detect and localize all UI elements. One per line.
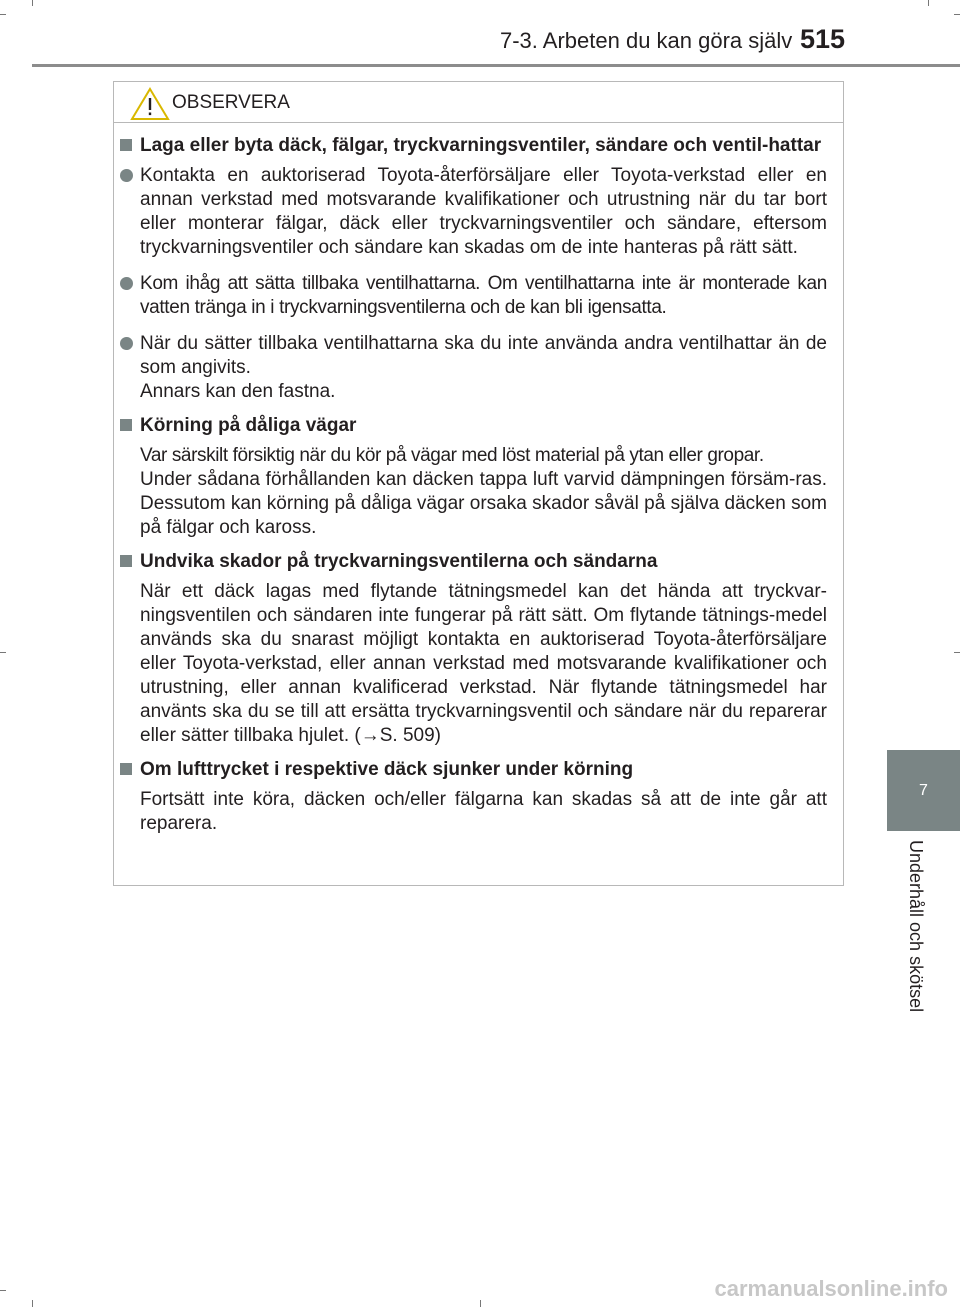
square-bullet-icon <box>120 139 132 151</box>
crop-mark <box>32 0 33 6</box>
crop-mark <box>954 652 960 653</box>
list-item: När du sätter tillbaka ventilhattarna ska du inte använda andra ventilhattar än de som angivits. Annars kan den fastna. <box>114 332 843 404</box>
paragraph: Var särskilt försiktig när du kör på vägar med löst material på ytan eller gropar. Under sådana förhållanden kan däcken tappa luft varvid dämpningen försäm-ras. Dessutom kan körning på dåliga vägar orsaka skador såväl på själva däcken som på fälgar och kaross. <box>140 445 827 538</box>
paragraph: När ett däck lagas med flytande tätningsmedel kan det hända att tryckvar-ningsventilen och sändaren inte fungerar på rätt sätt. Om flytande tätnings-medel används ska du snarast möjligt kontakta en auktoriserad Toyota-återförsäljare eller Toyota-verkstad, eller annan verkstad med motsvarande kvalifikationer och utrustning, eller annan kvalificerad verkstad. När flytande tätningsmedel har använts ska du se till att ersätta tryckvarningsventil och sändare när du reparerar eller sätter tillbaka hjulet. (→S. 509) <box>140 581 827 746</box>
warning-triangle-icon <box>130 87 170 121</box>
page-number: 515 <box>800 24 846 54</box>
header-rule <box>32 64 960 67</box>
crop-mark <box>928 0 929 6</box>
crop-mark <box>32 1300 33 1307</box>
list-item: Kom ihåg att sätta tillbaka ventilhattarna. Om ventilhattarna inte är monterade kan vatten tränga in i tryckvarningsventilerna och de kan bli igensatta. <box>114 272 843 320</box>
chapter-title: Underhåll och skötsel <box>906 840 926 1013</box>
notice-box <box>113 81 844 886</box>
notice-content <box>114 134 843 846</box>
crop-mark <box>0 652 6 653</box>
chapter-number: 7 <box>919 781 928 799</box>
square-bullet-icon <box>120 763 132 775</box>
crop-mark <box>954 14 960 15</box>
round-bullet-icon <box>120 169 133 182</box>
watermark: carmanualsonline.info <box>714 1276 948 1301</box>
section-heading: Körning på dåliga vägar <box>114 414 843 438</box>
chapter-tab[interactable] <box>887 750 960 831</box>
section-heading: Undvika skador på tryckvarningsventilerna och sändarna <box>114 550 843 574</box>
section-heading: Laga eller byta däck, fälgar, tryckvarningsventiler, sändare och ventil-hattar <box>114 134 843 158</box>
round-bullet-icon <box>120 337 133 350</box>
square-bullet-icon <box>120 419 132 431</box>
round-bullet-icon <box>120 277 133 290</box>
square-bullet-icon <box>120 555 132 567</box>
section-title: 7-3. Arbeten du kan göra själv <box>500 28 793 53</box>
crop-mark <box>480 1300 481 1307</box>
paragraph: Fortsätt inte köra, däcken och/eller fälgarna kan skadas så att de inte går att reparera. <box>140 789 827 834</box>
notice-title: OBSERVERA <box>172 92 290 113</box>
list-item: Kontakta en auktoriserad Toyota-återförsäljare eller Toyota-verkstad eller en annan verkstad med motsvarande kvalifikationer och utrustning när du tar bort eller monterar fälgar, däck eller tryckvarningsventiler och sändare, eftersom tryckvarningsventiler och sändare kan skadas om de inte hanteras på rätt sätt. <box>114 164 843 260</box>
crop-mark <box>0 14 6 15</box>
crop-mark <box>0 1290 6 1291</box>
section-heading: Om lufttrycket i respektive däck sjunker under körning <box>114 758 843 782</box>
notice-header <box>114 82 843 123</box>
